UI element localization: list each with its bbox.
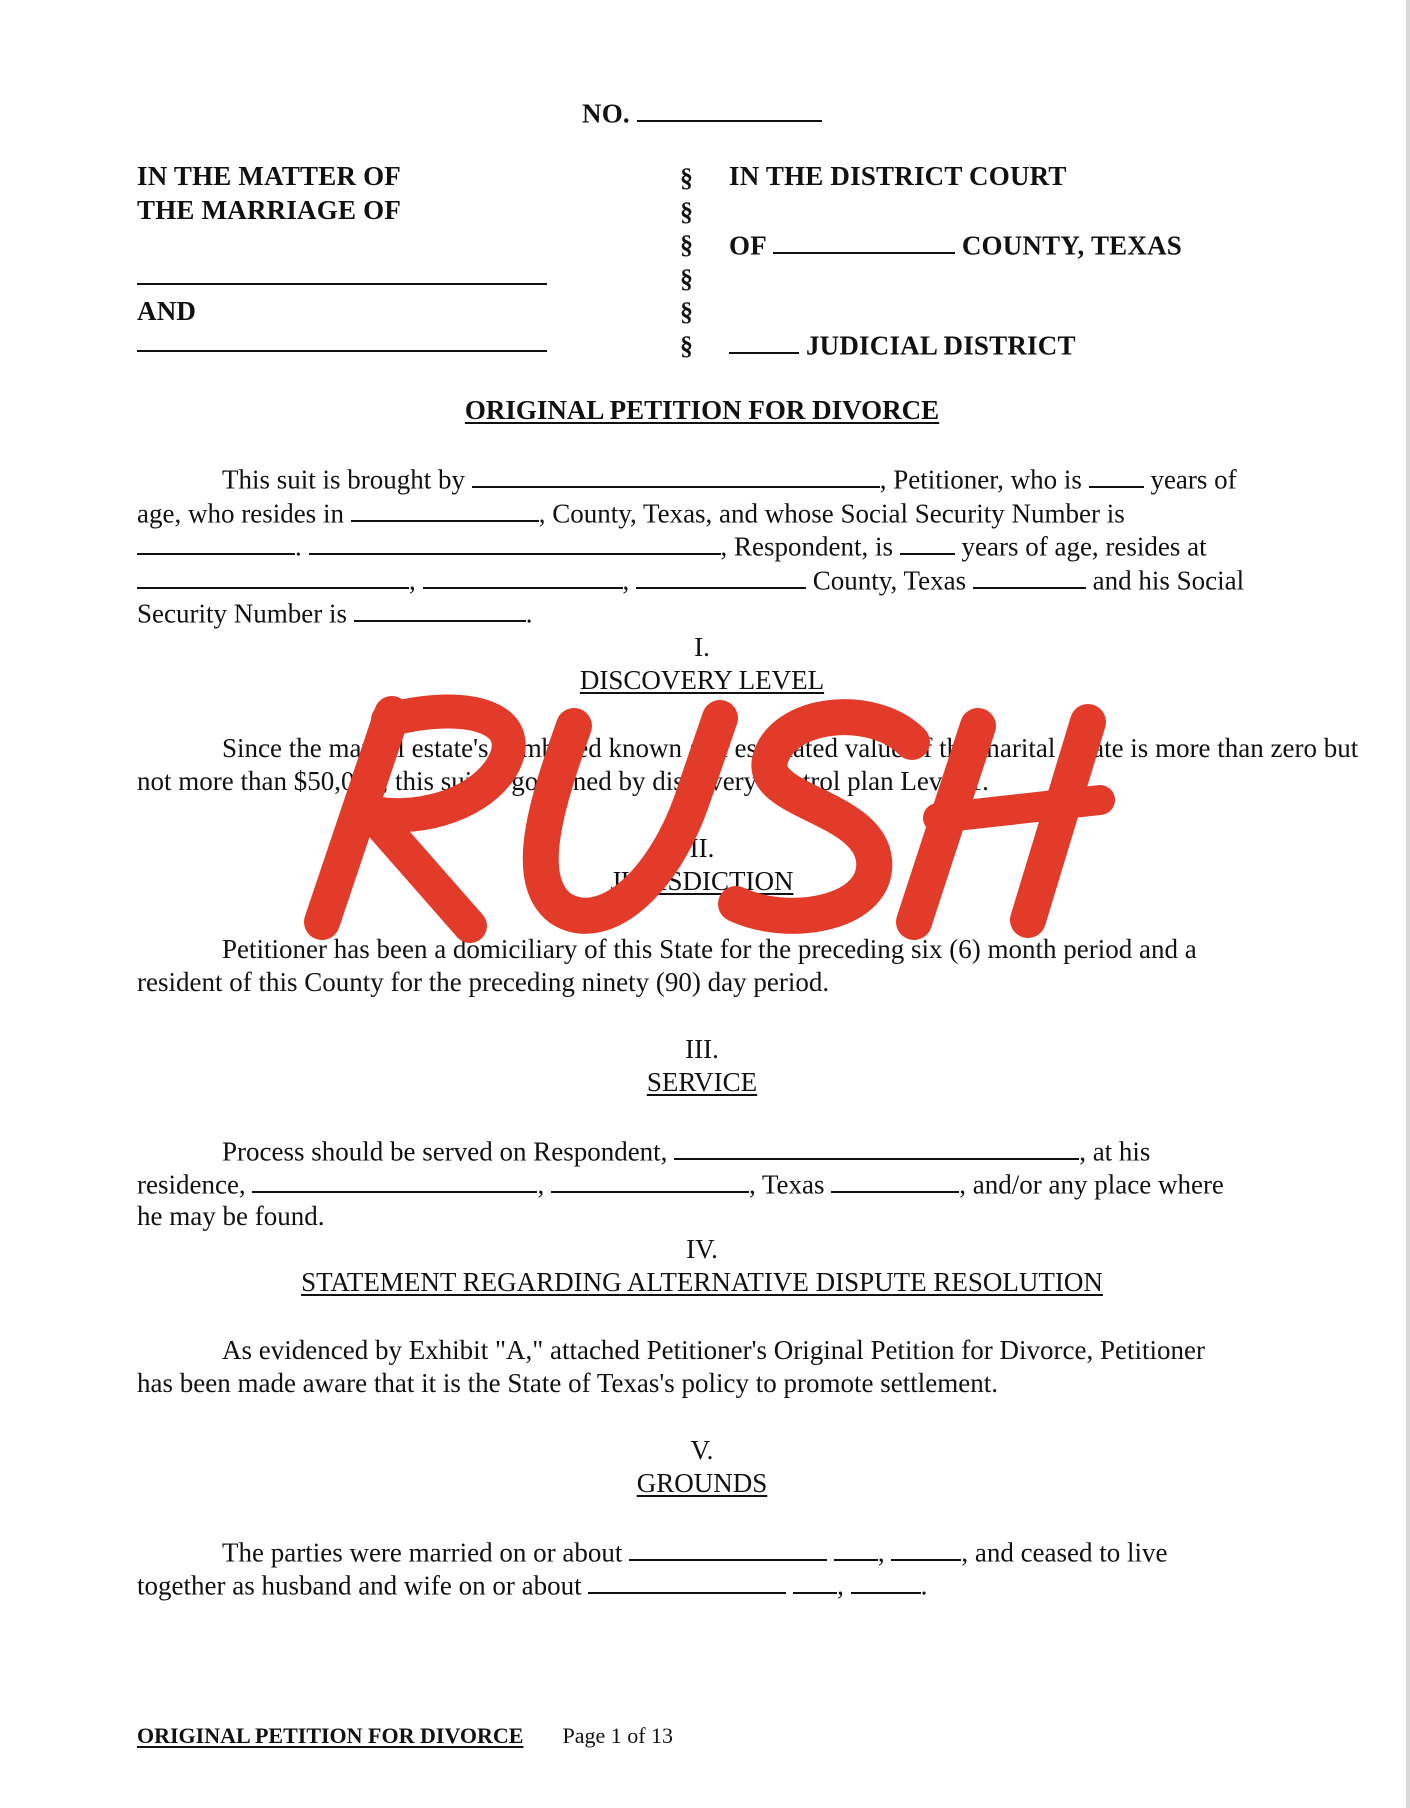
section-symbol: § [680, 264, 693, 293]
rush-stamp [262, 690, 1122, 950]
section-symbol: § [680, 331, 693, 360]
respondent-city-blank[interactable] [423, 563, 623, 589]
section-5-heading: GROUNDS [636, 1468, 768, 1498]
respondent-age-blank[interactable] [900, 529, 955, 555]
court-county-label: COUNTY, TEXAS [961, 230, 1182, 261]
section-symbol: § [680, 197, 693, 226]
separation-day-blank[interactable] [793, 1568, 837, 1594]
petitioner-ssn-blank[interactable] [137, 529, 295, 555]
section-5-line-1: The parties were married on or about , , and ceased to live [137, 1535, 1168, 1570]
section-2-numeral: II. [689, 833, 715, 863]
stamp-letter-h-bar [938, 800, 1100, 818]
case-number-blank[interactable] [637, 96, 822, 122]
page-edge [1406, 0, 1410, 1808]
section-1-line-2: not more than $50,000, this suit is governed by discovery control plan Level 1. [137, 766, 989, 796]
service-zip-blank[interactable] [831, 1167, 959, 1193]
stamp-letter-u [541, 718, 720, 916]
service-address-blank[interactable] [252, 1167, 537, 1193]
respondent-zip-blank[interactable] [973, 563, 1086, 589]
footer-page-number: Page 1 of 13 [562, 1723, 674, 1748]
intro-line-2: age, who resides in , County, Texas, and whose Social Security Number is [137, 496, 1125, 531]
separation-year-blank[interactable] [851, 1568, 921, 1594]
respondent-name-blank[interactable] [309, 529, 721, 555]
and-label: AND [137, 296, 197, 326]
service-city-blank[interactable] [551, 1167, 749, 1193]
party-one-blank[interactable] [137, 283, 547, 285]
respondent-address-blank[interactable] [137, 563, 409, 589]
marriage-month-day-blank[interactable] [629, 1535, 827, 1561]
county-blank[interactable] [773, 228, 955, 254]
section-1-numeral: I. [694, 632, 710, 662]
court-district-line [729, 328, 1076, 361]
section-5-numeral: V. [690, 1435, 714, 1465]
intro-line-4: , , County, Texas and his Social [137, 563, 1244, 598]
court-district-label: JUDICIAL DISTRICT [805, 330, 1076, 361]
section-3-numeral: III. [685, 1034, 719, 1064]
stamp-letter-s [736, 717, 912, 916]
intro-line-5: Security Number is . [137, 596, 532, 631]
district-blank[interactable] [729, 328, 799, 354]
case-number-label: NO. [582, 98, 630, 129]
section-2-line-2: resident of this County for the preceding ninety (90) day period. [137, 967, 830, 997]
matter-line-1: IN THE MATTER OF [137, 161, 401, 191]
section-1-line-1: Since the marital estate's combined known and estimated value of the marital estate is more than zero but [222, 733, 1359, 763]
section-2-line-1: Petitioner has been a domiciliary of this State for the preceding six (6) month period and a [222, 934, 1197, 964]
intro-line-3: . , Respondent, is years of age, resides at [137, 529, 1207, 564]
section-1-heading: DISCOVERY LEVEL [579, 665, 825, 695]
petitioner-name-blank[interactable] [472, 462, 880, 488]
section-3-line-2: residence, , , Texas , and/or any place where [137, 1167, 1224, 1202]
section-2-heading: JURISDICTION [610, 866, 794, 896]
section-4-line-1: As evidenced by Exhibit "A," attached Petitioner's Original Petition for Divorce, Petitioner [222, 1335, 1205, 1365]
section-5-line-2: together as husband and wife on or about , . [137, 1568, 927, 1603]
service-name-blank[interactable] [674, 1134, 1079, 1160]
petitioner-county-blank[interactable] [351, 496, 539, 522]
separation-month-day-blank[interactable] [588, 1568, 786, 1594]
court-of-label: OF [729, 230, 766, 261]
document-title: ORIGINAL PETITION FOR DIVORCE [464, 395, 940, 425]
court-line-1: IN THE DISTRICT COURT [729, 161, 1067, 191]
section-3-line-1: Process should be served on Respondent, , at his [137, 1134, 1150, 1169]
petitioner-age-blank[interactable] [1089, 462, 1144, 488]
page-footer [137, 1723, 673, 1749]
footer-title: ORIGINAL PETITION FOR DIVORCE [137, 1723, 524, 1748]
section-symbol: § [680, 163, 693, 192]
case-number [582, 96, 822, 129]
matter-line-2: THE MARRIAGE OF [137, 195, 402, 225]
marriage-day-blank[interactable] [834, 1535, 878, 1561]
section-symbol: § [680, 297, 693, 326]
section-4-numeral: IV. [686, 1234, 718, 1264]
section-3-heading: SERVICE [646, 1067, 758, 1097]
court-county-line [729, 228, 1182, 261]
respondent-county-blank[interactable] [636, 563, 806, 589]
marriage-year-blank[interactable] [891, 1535, 961, 1561]
section-4-heading: STATEMENT REGARDING ALTERNATIVE DISPUTE RESOLUTION [301, 1267, 1103, 1297]
section-symbol: § [680, 230, 693, 259]
party-two-blank[interactable] [137, 350, 547, 352]
section-3-line-3: he may be found. [137, 1201, 325, 1231]
intro-line-1: This suit is brought by , Petitioner, who is years of [137, 462, 1237, 497]
section-4-line-2: has been made aware that it is the State of Texas's policy to promote settlement. [137, 1368, 998, 1398]
respondent-ssn-blank[interactable] [354, 596, 526, 622]
